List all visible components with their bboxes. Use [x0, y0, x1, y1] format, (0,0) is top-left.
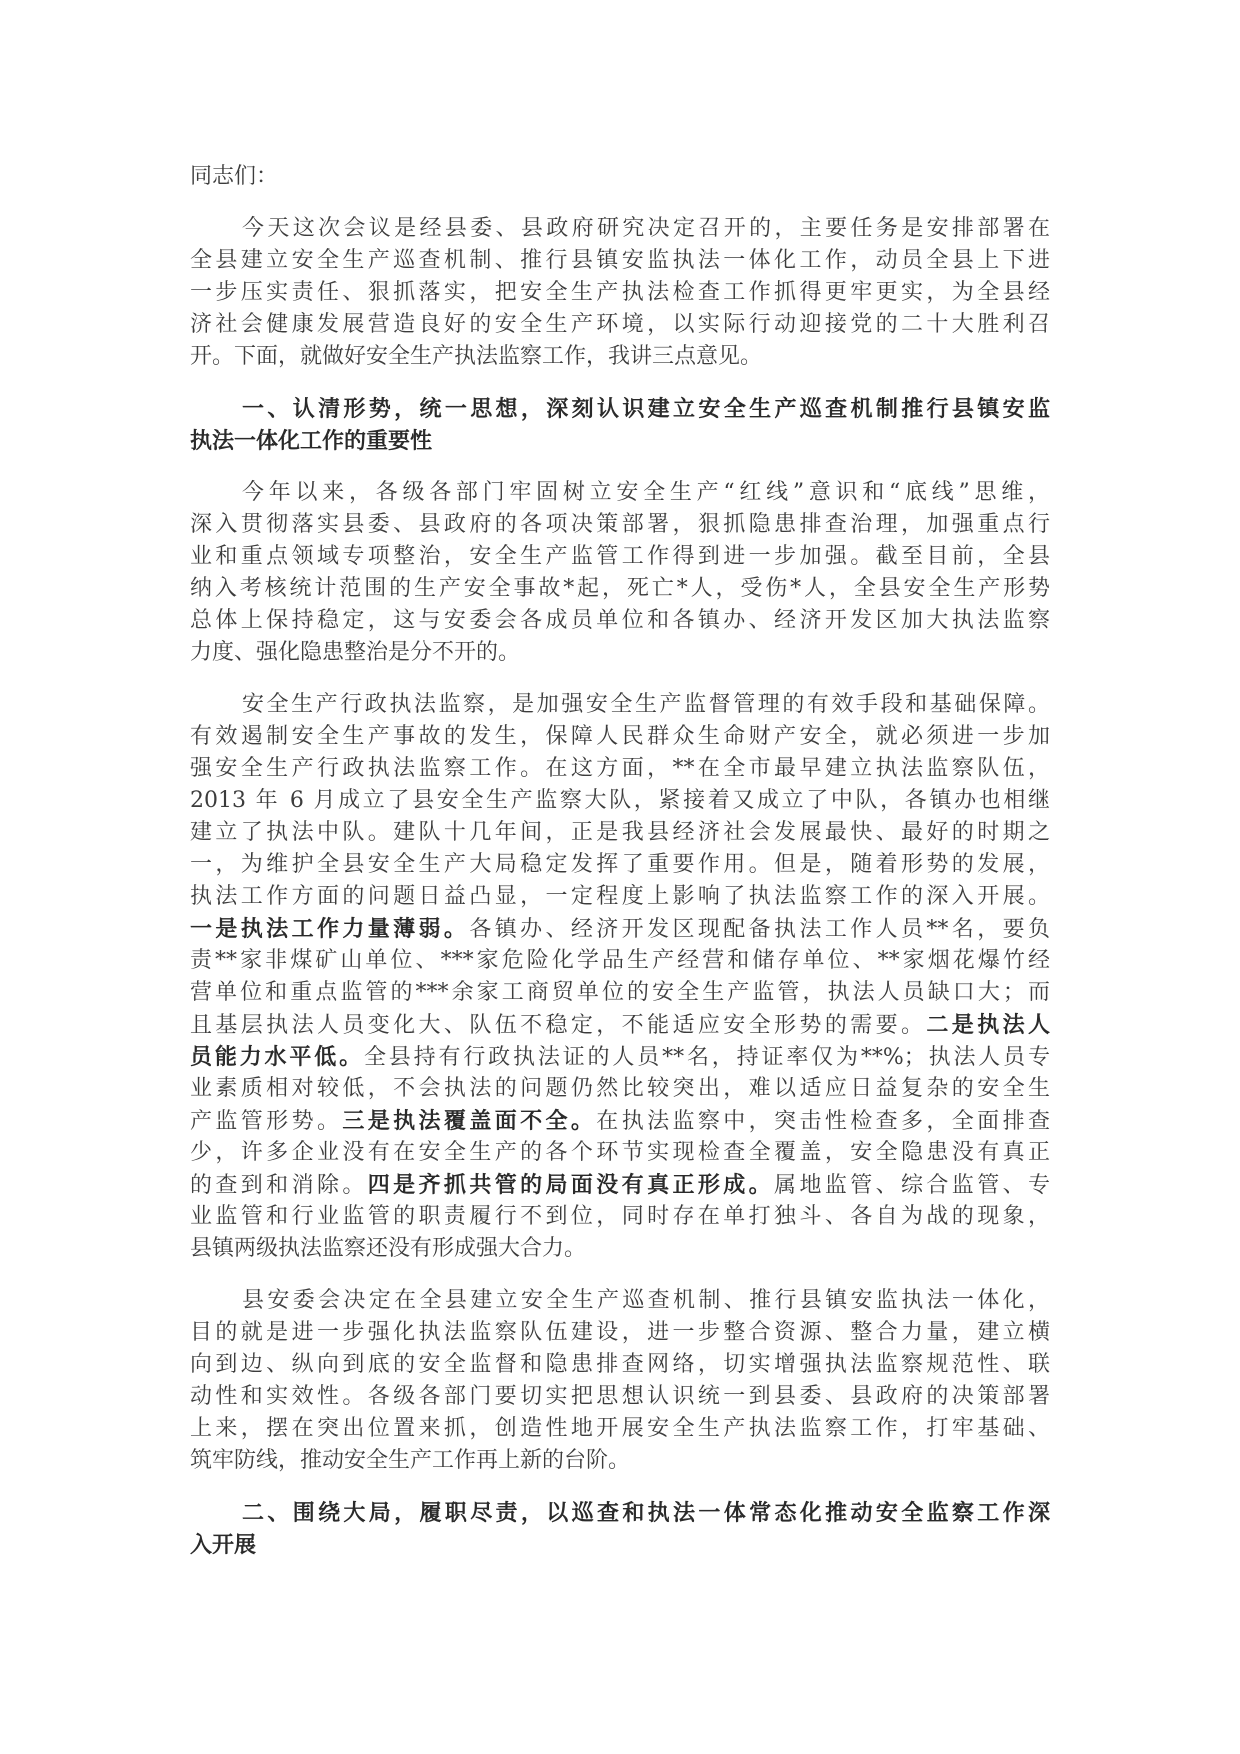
section-heading [190, 1497, 1050, 1561]
paragraph [190, 1285, 1050, 1477]
bold-lead-phrase: 一是执法工作力量薄弱。 [190, 916, 470, 942]
text-segment: 且基层执法人员变化大、队伍不稳定，不能适应安全形势的需要。 [190, 1013, 927, 1038]
text-line: 入开展 [190, 1532, 257, 1558]
text-line: 开。下面，就做好安全生产执法监察工作，我讲三点意见。 [190, 344, 763, 369]
text-line: 一、认清形势，统一思想，深刻认识建立安全生产巡查机制推行县镇安监 [242, 396, 1050, 422]
text-line [190, 1041, 1050, 1073]
paragraph [190, 477, 1050, 669]
document-page [190, 161, 1050, 1561]
text-line: 目的就是进一步强化执法监察队伍建设，进一步整合资源、整合力量，建立横 [190, 1320, 1050, 1345]
section-heading [190, 393, 1050, 457]
text-line: 今年以来，各级各部门牢固树立安全生产“红线”意识和“底线”思维， [242, 480, 1050, 505]
paragraph [190, 213, 1050, 373]
text-line: 建立了执法中队。建队十几年间，正是我县经济社会发展最快、最好的时期之 [190, 820, 1050, 845]
text-line: 全县建立安全生产巡查机制、推行县镇安监执法一体化工作，动员全县上下进 [190, 248, 1050, 273]
text-segment: 产监管形势。 [190, 1109, 343, 1134]
text-line: 执法工作方面的问题日益凸显，一定程度上影响了执法监察工作的深入开展。 [190, 884, 1050, 909]
text-line [190, 913, 1050, 945]
text-line: 一，为维护全县安全生产大局稳定发挥了重要作用。但是，随着形势的发展， [190, 852, 1050, 877]
text-line: 少，许多企业没有在安全生产的各个环节实现检查全覆盖，安全隐患没有真正 [190, 1140, 1050, 1165]
text-line: 纳入考核统计范围的生产安全事故*起，死亡*人，受伤*人，全县安全生产形势 [190, 576, 1050, 601]
text-segment: 在执法监察中，突击性检查多，全面排查 [596, 1109, 1050, 1134]
text-line: 业监管和行业监管的职责履行不到位，同时存在单打独斗、各自为战的现象， [190, 1204, 1050, 1229]
paragraph [190, 689, 1050, 1265]
text-line: 业和重点领域专项整治，安全生产监管工作得到进一步加强。截至目前，全县 [190, 544, 1050, 569]
text-line: 动性和实效性。各级各部门要切实把思想认识统一到县委、县政府的决策部署 [190, 1384, 1050, 1409]
bold-lead-phrase: 员能力水平低。 [190, 1044, 364, 1070]
text-line: 一步压实责任、狠抓落实，把安全生产执法检查工作抓得更牢更实，为全县经 [190, 280, 1050, 305]
bold-lead-phrase: 四是齐抓共管的局面没有真正形成。 [367, 1172, 775, 1198]
text-line: 业素质相对较低，不会执法的问题仍然比较突出，难以适应日益复杂的安全生 [190, 1076, 1050, 1101]
bold-lead-phrase: 三是执法覆盖面不全。 [342, 1108, 597, 1134]
text-line: 县安委会决定在全县建立安全生产巡查机制、推行县镇安监执法一体化， [242, 1288, 1050, 1313]
text-line: 向到边、纵向到底的安全监督和隐患排查网络，切实增强执法监察规范性、联 [190, 1352, 1050, 1377]
text-line: 县镇两级执法监察还没有形成强大合力。 [190, 1236, 587, 1261]
text-line: 有效遏制安全生产事故的发生，保障人民群众生命财产安全，就必须进一步加 [190, 724, 1050, 749]
text-line: 济社会健康发展营造良好的安全生产环境，以实际行动迎接党的二十大胜利召 [190, 312, 1050, 337]
text-segment: 属地监管、综合监管、专 [774, 1173, 1050, 1198]
bold-lead-phrase: 二是执法人 [926, 1012, 1050, 1038]
text-line: 2013 年 6 月成立了县安全生产监察大队，紧接着又成立了中队，各镇办也相继 [190, 788, 1050, 813]
text-line: 营单位和重点监管的***余家工商贸单位的安全生产监管，执法人员缺口大；而 [190, 980, 1050, 1005]
text-line: 责**家非煤矿山单位、***家危险化学品生产经营和储存单位、**家烟花爆竹经 [190, 948, 1050, 973]
text-line [190, 1105, 1050, 1137]
text-line: 筑牢防线，推动安全生产工作再上新的台阶。 [190, 1448, 631, 1473]
text-segment: 的查到和消除。 [190, 1173, 368, 1198]
text-segment: 全县持有行政执法证的人员**名，持证率仅为**%；执法人员专 [363, 1045, 1050, 1070]
text-line: 上来，摆在突出位置来抓，创造性地开展安全生产执法监察工作，打牢基础、 [190, 1416, 1050, 1441]
text-line [190, 1009, 1050, 1041]
document-body [190, 213, 1050, 1561]
text-line: 二、围绕大局，履职尽责，以巡查和执法一体常态化推动安全监察工作深 [242, 1500, 1050, 1526]
text-line: 力度、强化隐患整治是分不开的。 [190, 640, 521, 665]
text-line: 安全生产行政执法监察，是加强安全生产监督管理的有效手段和基础保障。 [242, 692, 1050, 717]
text-line: 深入贯彻落实县委、县政府的各项决策部署，狠抓隐患排查治理，加强重点行 [190, 512, 1050, 537]
text-line: 总体上保持稳定，这与安委会各成员单位和各镇办、经济开发区加大执法监察 [190, 608, 1050, 633]
text-segment: 各镇办、经济开发区现配备执法工作人员**名，要负 [469, 917, 1050, 942]
text-line: 执法一体化工作的重要性 [190, 428, 433, 454]
text-line: 强安全生产行政执法监察工作。在这方面，**在全市最早建立执法监察队伍， [190, 756, 1050, 781]
text-line [190, 1169, 1050, 1201]
salutation: 同志们： [190, 164, 279, 189]
text-line: 今天这次会议是经县委、县政府研究决定召开的，主要任务是安排部署在 [242, 216, 1050, 241]
